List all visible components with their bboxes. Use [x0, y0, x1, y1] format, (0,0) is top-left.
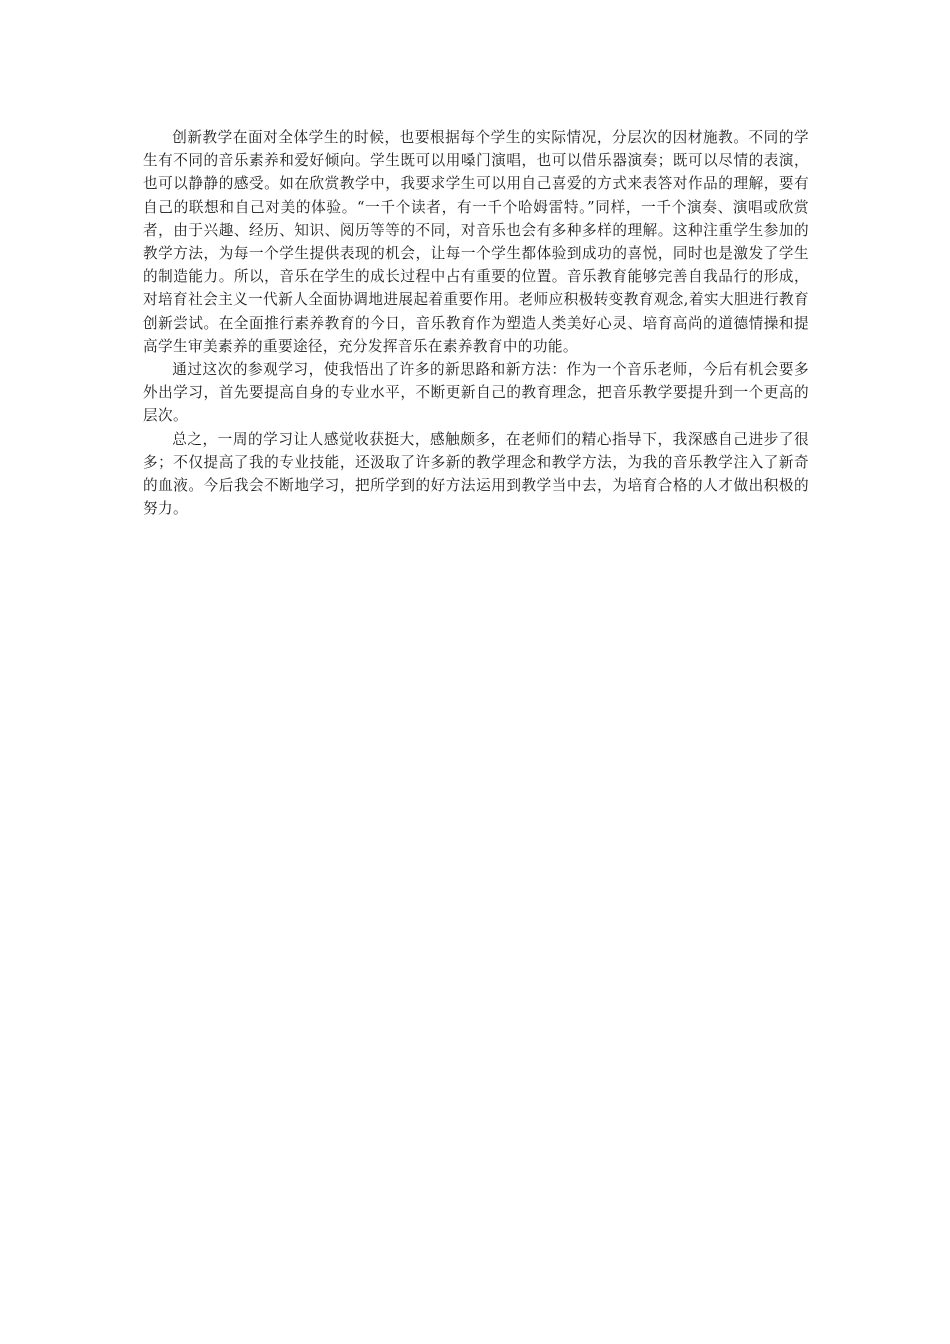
document-body: [143, 126, 809, 520]
paragraph-1: 创新教学在面对全体学生的时候，也要根据每个学生的实际情况，分层次的因材施教。不同的学生有不同的音乐素养和爱好倾向。学生既可以用嗓门演唱，也可以借乐器演奏；既可以尽情的表演，也可以静静的感受。如在欣赏教学中，我要求学生可以用自己喜爱的方式来表答对作品的理解，要有自己的联想和自己对美的体验。“一千个读者，有一千个哈姆雷特。”同样，一千个演奏、演唱或欣赏者，由于兴趣、经历、知识、阅历等等的不同，对音乐也会有多种多样的理解。这种注重学生参加的教学方法，为每一个学生提供表现的机会，让每一个学生都体验到成功的喜悦，同时也是激发了学生的制造能力。所以，音乐在学生的成长过程中占有重要的位置。音乐教育能够完善自我品行的形成，对培育社会主义一代新人全面协调地进展起着重要作用。老师应积极转变教育观念,着实大胆进行教育创新尝试。在全面推行素养教育的今日，音乐教育作为塑造人类美好心灵、培育高尚的道德情操和提高学生审美素养的重要途径，充分发挥音乐在素养教育中的功能。: [143, 129, 809, 355]
paragraph-3: 总之，一周的学习让人感觉收获挺大，感触颇多，在老师们的精心指导下，我深感自己进步了很多；不仅提高了我的专业技能，还汲取了许多新的教学理念和教学方法，为我的音乐教学注入了新奇的血液。今后我会不断地学习，把所学到的好方法运用到教学当中去，为培育合格的人才做出积极的努力。: [143, 430, 809, 518]
paragraph-2: 通过这次的参观学习，使我悟出了许多的新思路和新方法：作为一个音乐老师，今后有机会要多外出学习，首先要提高自身的专业水平，不断更新自己的教育理念，把音乐教学要提升到一个更高的层次。: [143, 361, 809, 425]
